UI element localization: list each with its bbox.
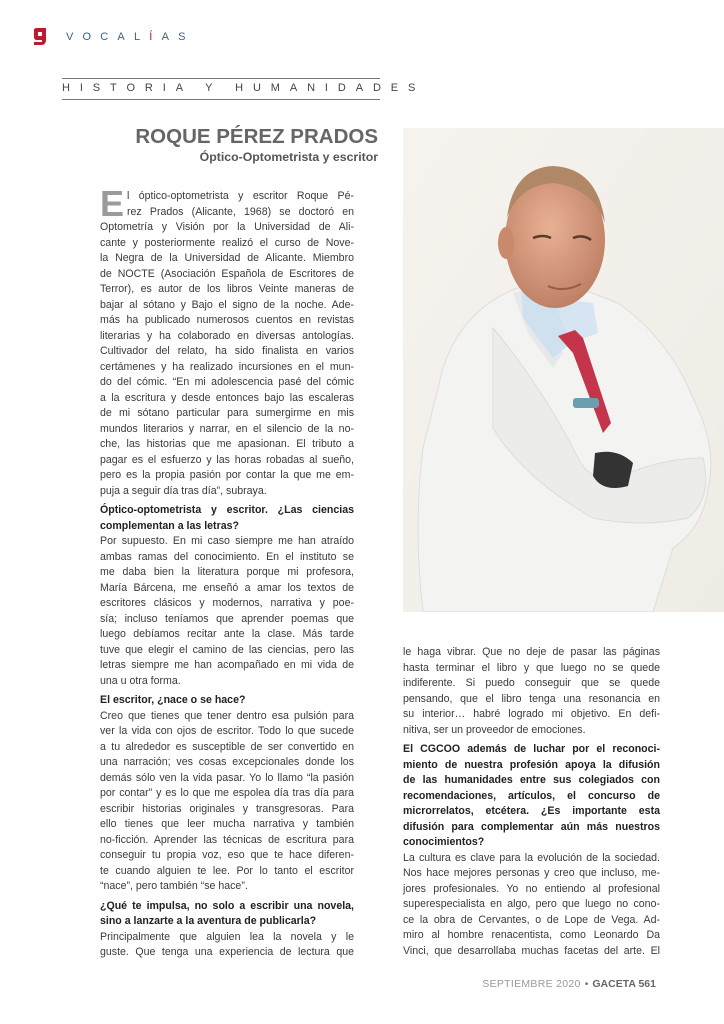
text-line: ce la obra de Cervantes, o de Lope de Vega. Ad-	[403, 913, 660, 926]
question-heading	[100, 899, 354, 930]
section-label	[66, 31, 195, 43]
issue-date: SEPTIEMBRE 2020	[482, 978, 581, 990]
body-paragraph	[403, 851, 660, 960]
body-paragraph	[403, 645, 660, 738]
section-accent: Í	[149, 31, 162, 43]
text-line: difusión para complementar aún más nuestros	[403, 820, 660, 833]
text-line: no-ficción. Aprender las técnicas de escritura para	[100, 833, 354, 846]
text-line: superespecialista en algo, pero que luego no cono-	[403, 898, 660, 910]
question-heading	[403, 742, 660, 851]
text-line: guste. Que tenga una experiencia de lectura que	[100, 946, 354, 958]
text-line: miento de nuestra profesión apoya la difusión	[403, 758, 660, 771]
text-line: Creo que tienes que tener dentro esa pulsión para	[100, 709, 354, 722]
text-line: rez Prados (Alicante, 1968) se doctoró en	[127, 205, 354, 218]
text-line: jores profesionales. Yo no entiendo al profesional	[403, 882, 660, 895]
text-line: cante y posteriormente realizó el curso de Nove-	[100, 236, 354, 249]
text-line: la Negra de la Universidad de Alicante. Miembro	[100, 252, 354, 264]
text-line: sía; incluso teníamos que aprender poemas que	[100, 612, 354, 625]
text-line: Terror), es autor de los libros Veinte maneras de	[100, 283, 354, 295]
left-column	[100, 183, 354, 961]
footer-separator: •	[584, 978, 589, 990]
text-line: che, las historias que me apasionan. El tributo a	[100, 438, 354, 450]
text-line: El escritor, ¿nace o se hace?	[100, 694, 246, 706]
text-line: pagar es el esfuerzo y las horas robadas al sueño,	[100, 453, 354, 466]
text-line: certámenes y ha realizado incursiones en el mun-	[100, 360, 354, 373]
text-line: tuve que elegir el camino de las ciencias, pero las	[100, 643, 354, 656]
page-footer	[482, 978, 656, 990]
text-line: La cultura es clave para la evolución de la sociedad.	[403, 851, 660, 864]
text-line: hasta terminar el libro y que luego no se quede	[403, 661, 660, 674]
text-line: te cuando alguien te lee. Por lo tanto el escritor	[100, 864, 354, 877]
text-line: de las humanidades entre sus colegiados con	[403, 774, 660, 786]
text-line: conocimientos?	[403, 836, 485, 848]
text-line: Por supuesto. En mi caso siempre me han atraído	[100, 535, 354, 547]
right-column	[403, 645, 660, 959]
section-text-end: AS	[161, 31, 195, 43]
text-line: ello tienes que leer mucha narrativa y también	[100, 818, 354, 830]
text-line: Nos hace mejores personas y creo que incluso, me-	[403, 867, 660, 879]
text-line: pensando, que el libro tenga una resonancia en	[403, 692, 660, 705]
text-line: ver la vida con ojos de escritor. Todo lo que sucede	[100, 725, 354, 737]
drop-cap: E	[100, 183, 125, 224]
text-line: a tu alrededor es susceptible de ser convertido en	[100, 740, 354, 753]
body-paragraph	[100, 930, 354, 961]
text-line: demás sólo ven la vida pasar. Yo lo llamo “la pasión	[100, 771, 354, 784]
text-line: do del cómic. “En mi adolescencia pasé del cómic	[100, 376, 354, 388]
text-line: su interior… habré logrado mi objetivo. En defi-	[403, 708, 660, 720]
divider-top	[62, 78, 380, 79]
text-line: ambas ramas del conocimiento. En el instituto se	[100, 550, 354, 563]
body-paragraph	[100, 183, 354, 499]
text-line: escribir historias originales y transgresoras. Para	[100, 802, 354, 815]
text-line: nitiva, ser un proveedor de emociones.	[403, 723, 586, 736]
text-line: microrrelatos, etcétera. ¿Es importante esta	[403, 805, 660, 817]
text-line: El CGCOO además de luchar por el reconoci-	[403, 743, 660, 755]
section-text: VOCAL	[66, 31, 150, 43]
text-line: Vinci, que desarrollaba muchas facetas del arte. El	[403, 944, 660, 957]
text-line: más ha publicado numerosos cuentos en revistas	[100, 314, 354, 326]
text-line: Optometría y Visión por la Universidad de Ali-	[100, 221, 354, 233]
text-line: ¿Qué te impulsa, no solo a escribir una novela,	[100, 899, 354, 912]
body-paragraph	[100, 534, 354, 689]
text-line: complementan a las letras?	[100, 519, 239, 532]
text-line: literarias y ha colaborado en diversas antologías.	[100, 329, 354, 342]
text-line: escritores clásicos y modernos, narrativa y poe-	[100, 597, 354, 609]
divider-bottom	[62, 99, 380, 100]
magazine-issue: GACETA 561	[592, 978, 656, 990]
article-title: ROQUE PÉREZ PRADOS	[135, 125, 378, 148]
subsection-label: HISTORIA Y HUMANIDADES	[62, 82, 426, 94]
text-line: sino a lanzarte a la aventura de publicarla?	[100, 915, 317, 927]
text-line: puja a seguir día tras día”, subraya.	[100, 484, 267, 497]
body-paragraph	[100, 709, 354, 895]
text-line: pero es la propia pasión por contar la que me em-	[100, 469, 354, 481]
text-line: l óptico-optometrista y escritor Roque Pé-	[127, 190, 354, 202]
text-line: a la escritura y desde entonces bajo las escaleras	[100, 391, 354, 404]
text-line: una u otra forma.	[100, 674, 181, 687]
text-line: luego debíamos recitar ante la clase. Más tarde	[100, 628, 354, 640]
text-line: miro al hombre renacentista, como Leonardo Da	[403, 929, 660, 941]
text-line: de NOCTE (Asociación Española de Escritores de	[100, 267, 354, 280]
question-heading	[100, 503, 354, 534]
text-line: mundos literarios y narrar, en el silencio de la no-	[100, 422, 354, 435]
text-line: me daba bien la literatura porque mi profesora,	[100, 566, 354, 578]
article-subtitle: Óptico-Optometrista y escritor	[199, 150, 378, 164]
text-line: bajar al sótano y Bajo el signo de la noche. Ade-	[100, 298, 354, 311]
gaceta-logo	[32, 27, 48, 46]
question-heading	[100, 693, 354, 709]
text-line: recomendaciones, artículos, el concurso de	[403, 789, 660, 802]
text-line: María Bárcena, me enseñó a amar los textos de	[100, 581, 354, 594]
text-line: “nace”, pero también “se hace”.	[100, 880, 248, 892]
text-line: por contar” y es lo que me espolea día tras día para	[100, 787, 354, 799]
text-line: Principalmente que alguien lea la novela y le	[100, 930, 354, 943]
text-line: Cultivador del relato, ha sido finalista en varios	[100, 345, 354, 357]
text-line: indiferente. Si puedo conseguir que se quede	[403, 677, 660, 689]
text-line: una narración; ves cosas excepcionales donde los	[100, 756, 354, 768]
text-line: Óptico-optometrista y escritor. ¿Las ciencias	[100, 504, 354, 516]
text-line: letras siempre me han acompañado en mi vida de	[100, 659, 354, 671]
text-line: de mi sótano particular para sumergirme en mis	[100, 407, 354, 419]
text-line: le haga vibrar. Que no deje de pasar las páginas	[403, 646, 660, 658]
text-line: conseguir tu propia voz, eso que te hace diferen-	[100, 849, 354, 861]
portrait-photo	[403, 128, 724, 612]
